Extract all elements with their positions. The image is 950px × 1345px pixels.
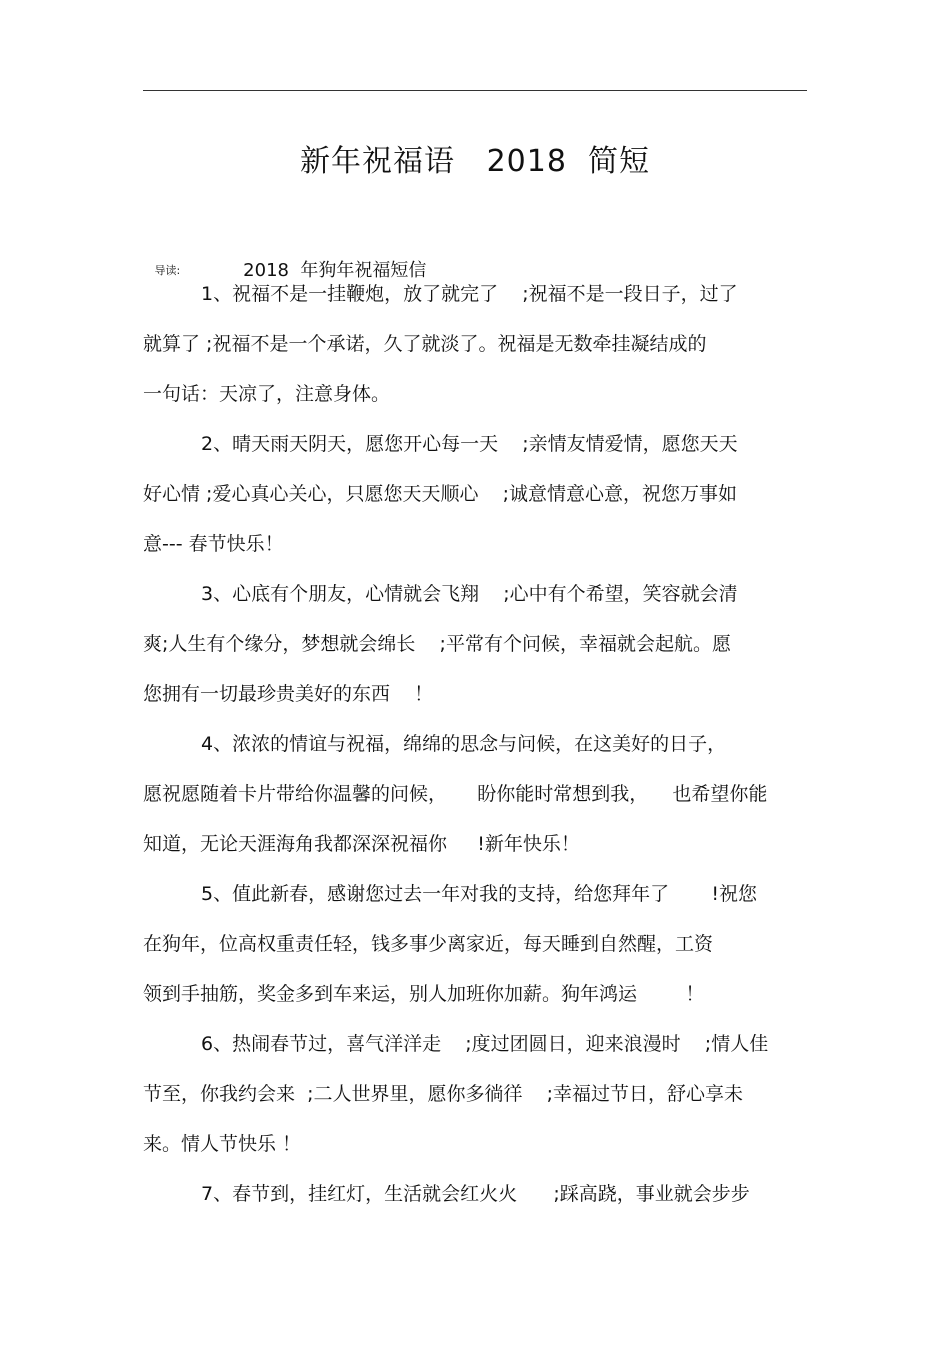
body-line: 好心情 ;爱心真心关心，只愿您天天顺心 ;诚意情意心意，祝您万事如 — [143, 483, 738, 505]
body-line: 一句话：天凉了，注意身体。 — [143, 383, 391, 405]
body-line: 1、祝福不是一挂鞭炮，放了就完了 ;祝福不是一段日子，过了 — [201, 283, 738, 305]
page-title: 新年祝福语 2018 简短 — [299, 144, 651, 179]
lead-label: 导读: — [154, 264, 181, 277]
body-line: 7、春节到，挂红灯，生活就会红火火 ;踩高跷，事业就会步步 — [201, 1183, 750, 1205]
body-line: 5、值此新春，感谢您过去一年对我的支持，给您拜年了 !祝您 — [201, 883, 757, 905]
body-line: 3、心底有个朋友，心情就会飞翔 ;心中有个希望，笑容就会清 — [201, 583, 738, 605]
lead-line — [143, 232, 426, 284]
body-line: 爽;人生有个缘分，梦想就会绵长 ;平常有个问候，幸福就会起航。愿 — [143, 633, 731, 655]
body-line: 来。情人节快乐 ！ — [143, 1133, 302, 1155]
body-line: 领到手抽筋，奖金多到车来运，别人加班你加薪。狗年鸿运 ！ — [143, 983, 705, 1005]
body-line: 愿祝愿随着卡片带给你温馨的问候， 盼你能时常想到我， 也希望你能 — [143, 783, 768, 805]
body-line: 4、浓浓的情谊与祝福，绵绵的思念与问候，在这美好的日子， — [201, 733, 727, 755]
body-line: 意--- 春节快乐！ — [143, 533, 284, 555]
body-line: 6、热闹春节过，喜气洋洋走 ;度过团圆日，迎来浪漫时 ;情人佳 — [201, 1033, 769, 1055]
body-line: 在狗年，位高权重责任轻，钱多事少离家近，每天睡到自然醒，工资 — [143, 933, 714, 955]
body-line: 您拥有一切最珍贵美好的东西 ！ — [143, 683, 434, 705]
header-rule — [143, 90, 807, 91]
body-line: 就算了 ;祝福不是一个承诺，久了就淡了。祝福是无数牵挂凝结成的 — [143, 333, 707, 355]
body-line: 知道，无论天涯海角我都深深祝福你 !新年快乐！ — [143, 833, 580, 855]
body-line: 2、晴天雨天阴天，愿您开心每一天 ;亲情友情爱情，愿您天天 — [201, 433, 738, 455]
body-line: 节至，你我约会来 ;二人世界里，愿你多徜徉 ;幸福过节日，舒心享未 — [143, 1083, 744, 1105]
lead-text: 2018 年狗年祝福短信 — [243, 260, 427, 281]
